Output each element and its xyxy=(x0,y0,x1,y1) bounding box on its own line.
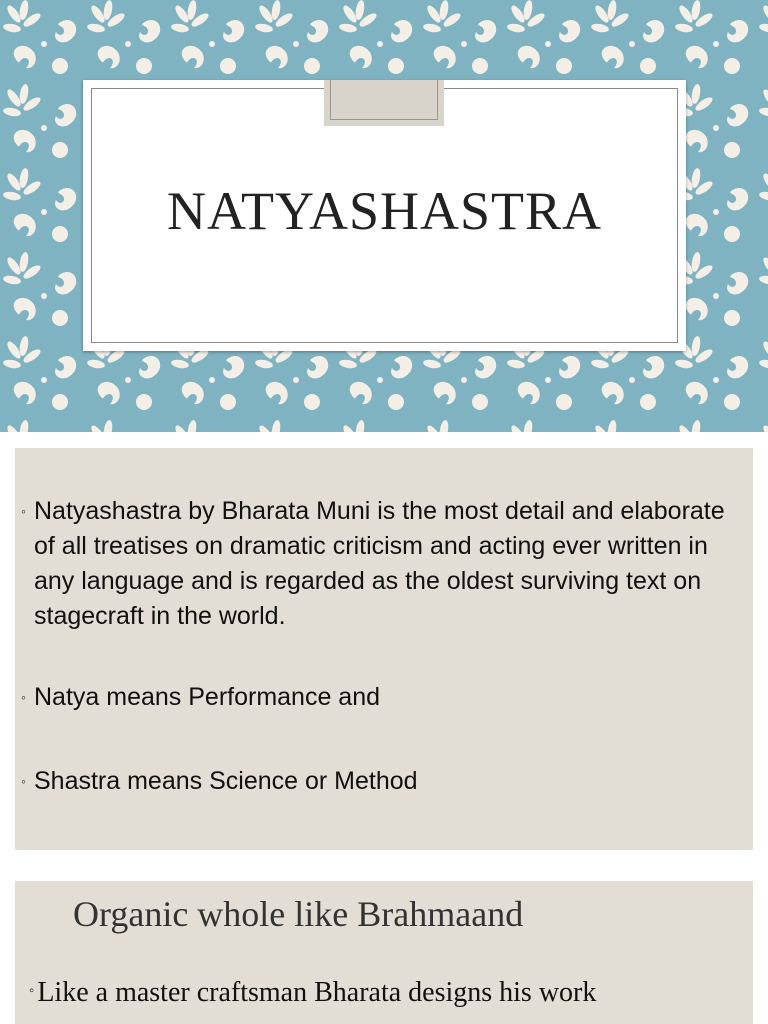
content-slide xyxy=(15,448,753,850)
bullet-item xyxy=(29,977,596,1009)
bullet-text: Shastra means Science or Method xyxy=(34,767,418,795)
bullet-text: Like a master craftsman Bharata designs his work xyxy=(37,977,597,1008)
title-card-tab-border xyxy=(330,80,438,120)
slide-heading: Organic whole like Brahmaand xyxy=(73,894,524,934)
bullet-marker: ◦ xyxy=(21,503,26,519)
bullet-marker: ◦ xyxy=(21,773,26,789)
bullet-text: Natya means Performance and xyxy=(34,683,381,711)
bullet-marker: ◦ xyxy=(21,689,26,705)
bullet-text: Natyashastra by Bharata Muni is the most detail and elaborate of all treatises on dramatic criticism and acting ever written in any language and is regarded as the oldest surviving text on stagecraft in the world. xyxy=(34,497,725,630)
slide-title: NATYASHASTRA xyxy=(166,181,603,241)
title-slide xyxy=(0,0,768,432)
bullet-item xyxy=(21,494,749,634)
content-slide-2 xyxy=(15,881,753,1024)
bullet-item xyxy=(21,764,749,799)
bullet-item xyxy=(21,680,749,715)
title-card-tab xyxy=(324,80,444,126)
bullet-marker: ◦ xyxy=(29,983,35,999)
